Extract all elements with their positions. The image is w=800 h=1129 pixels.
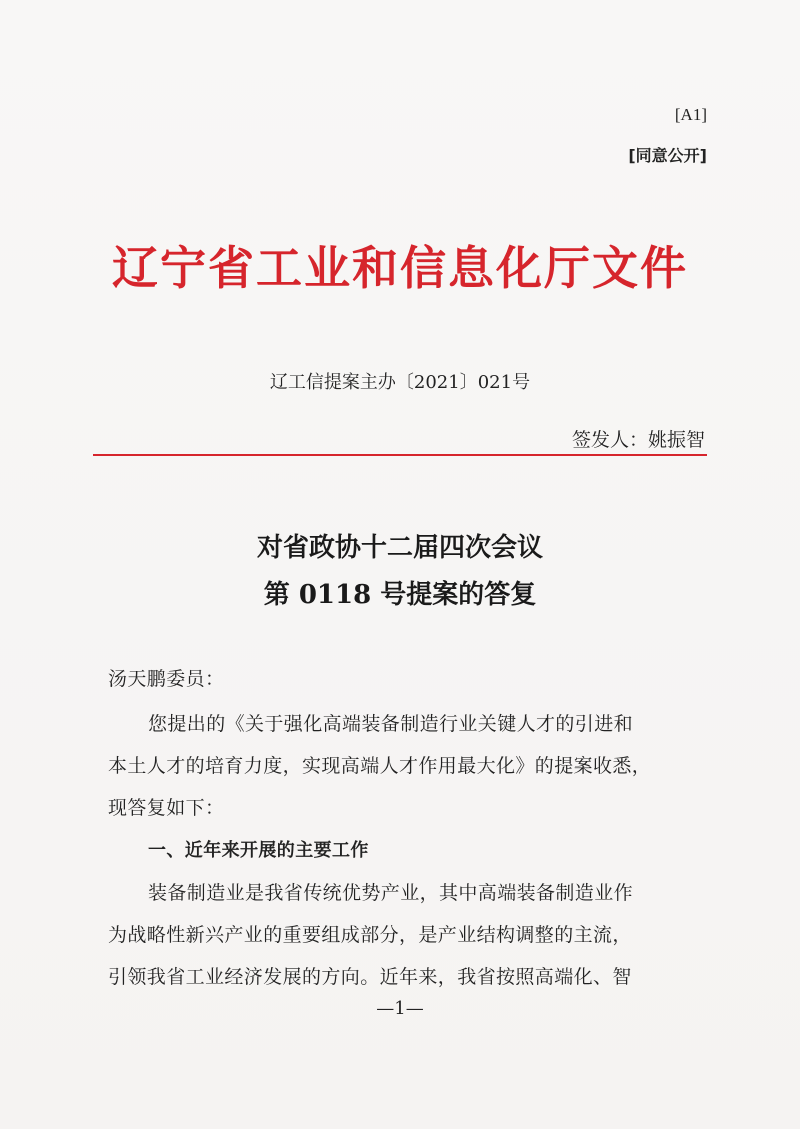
reply-title-line1: 对省政协十二届四次会议: [256, 533, 543, 563]
page-number: —1—: [376, 998, 424, 1019]
issuer-title: 辽宁省工业和信息化厅文件: [112, 241, 688, 295]
document-code: [A1]: [674, 105, 707, 124]
reply-title-line2: 第 0118 号提案的答复: [263, 580, 537, 610]
disclosure-tag: [同意公开]: [628, 146, 707, 165]
paragraph-2-line-3: 引领我省工业经济发展的方向。近年来，我省按照高端化、智: [108, 966, 632, 988]
salutation: 汤天鹏委员：: [108, 668, 225, 690]
section-1-heading: 一、近年来开展的主要工作: [148, 840, 369, 861]
paragraph-2-line-2: 为战略性新兴产业的重要组成部分，是产业结构调整的主流，: [108, 924, 632, 946]
signer: 签发人：姚振智: [571, 429, 705, 451]
paragraph-2-line-1: 装备制造业是我省传统优势产业，其中高端装备制造业作: [148, 882, 634, 904]
red-divider: [93, 454, 707, 456]
paragraph-1-line-3: 现答复如下：: [108, 797, 225, 819]
document-number: 辽工信提案主办〔2021〕021号: [269, 372, 531, 393]
paragraph-1-line-1: 您提出的《关于强化高端装备制造行业关键人才的引进和: [148, 713, 634, 735]
paragraph-1-line-2: 本土人才的培育力度，实现高端人才作用最大化》的提案收悉，: [108, 755, 652, 777]
